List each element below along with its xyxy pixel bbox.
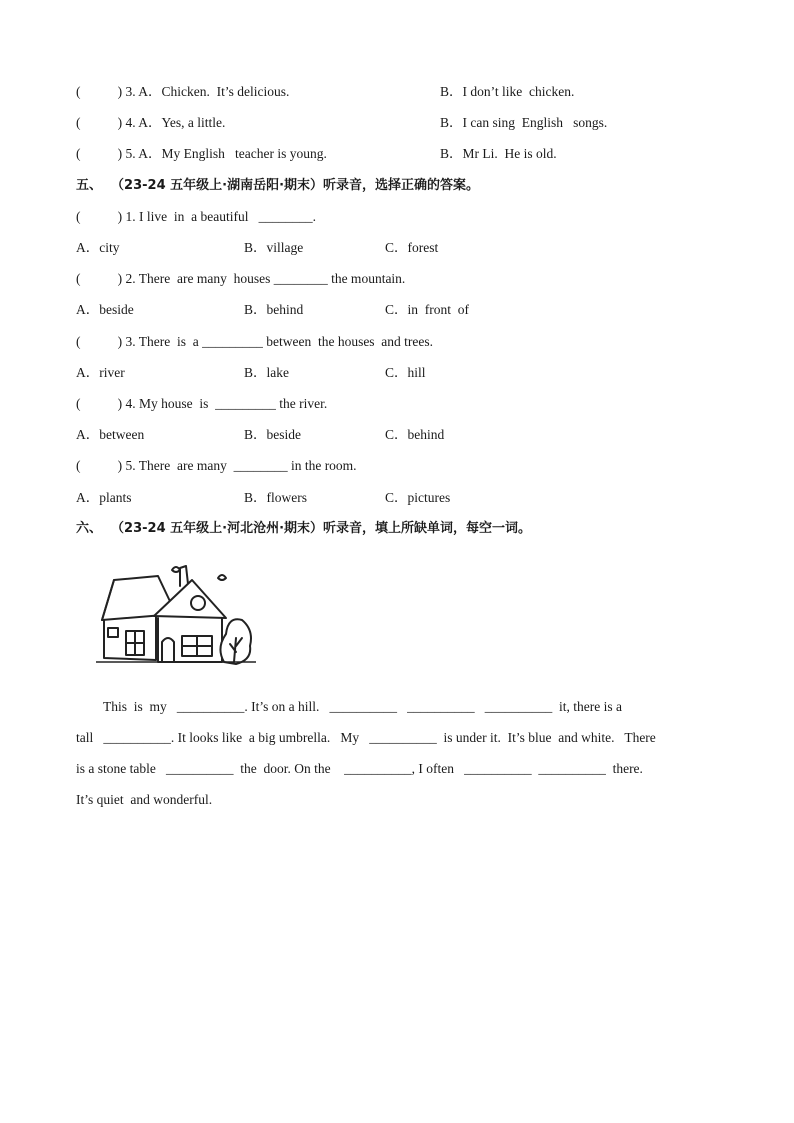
- section5-q4-stem: ( ) 4. My house is _________ the river.: [76, 396, 328, 411]
- section5-q4-option-b: B．beside: [244, 427, 301, 442]
- section5-q3-option-b: B．lake: [244, 365, 289, 380]
- section5-q1-option-b: B．village: [244, 240, 304, 255]
- section5-q1-option-c: C．forest: [385, 240, 439, 255]
- section5-q4-option-a: A．between: [76, 427, 145, 442]
- section5-q1-option-a: A．city: [76, 240, 120, 255]
- question-4-3-option-b: B．I don’t like chicken.: [440, 84, 575, 99]
- section5-q2-option-a: A．beside: [76, 302, 134, 317]
- house-illustration-icon: [96, 558, 256, 676]
- section5-q1-stem: ( ) 1. I live in a beautiful ________.: [76, 209, 316, 224]
- question-4-4-stem: ( ) 4. A．Yes, a little.: [76, 115, 226, 130]
- section5-q3-option-a: A．river: [76, 365, 125, 380]
- question-4-5-stem: ( ) 5. A．My English teacher is young.: [76, 146, 327, 161]
- section5-q5-option-a: A．plants: [76, 490, 132, 505]
- passage-line-3: is a stone table __________ the door. On the __________, I often __________ __________ there.: [76, 761, 643, 776]
- section5-q5-option-c: C．pictures: [385, 490, 451, 505]
- passage-line-1: This is my __________. It’s on a hill. __________ __________ __________ it, there is a: [103, 699, 622, 714]
- section5-q2-option-c: C．in front of: [385, 302, 469, 317]
- passage-line-2: tall __________. It looks like a big umbrella. My __________ is under it. It’s blue and white. There: [76, 730, 656, 745]
- section-6-heading: 六、 （23-24 五年级上·河北沧州·期末）听录音，填上所缺单词，每空一词。: [76, 521, 532, 536]
- section5-q5-stem: ( ) 5. There are many ________ in the room.: [76, 458, 357, 473]
- question-4-5-option-b: B．Mr Li. He is old.: [440, 146, 557, 161]
- section5-q4-option-c: C．behind: [385, 427, 445, 442]
- section5-q3-option-c: C．hill: [385, 365, 426, 380]
- passage-line-4: It’s quiet and wonderful.: [76, 792, 213, 807]
- question-4-4-option-b: B．I can sing English songs.: [440, 115, 608, 130]
- section5-q2-option-b: B．behind: [244, 302, 304, 317]
- section-5-heading: 五、 （23-24 五年级上·湖南岳阳·期末）听录音，选择正确的答案。: [76, 178, 480, 193]
- section5-q2-stem: ( ) 2. There are many houses ________ the mountain.: [76, 271, 406, 286]
- section5-q5-option-b: B．flowers: [244, 490, 307, 505]
- section5-q3-stem: ( ) 3. There is a _________ between the houses and trees.: [76, 334, 434, 349]
- question-4-3-stem: ( ) 3. A．Chicken. It’s delicious.: [76, 84, 290, 99]
